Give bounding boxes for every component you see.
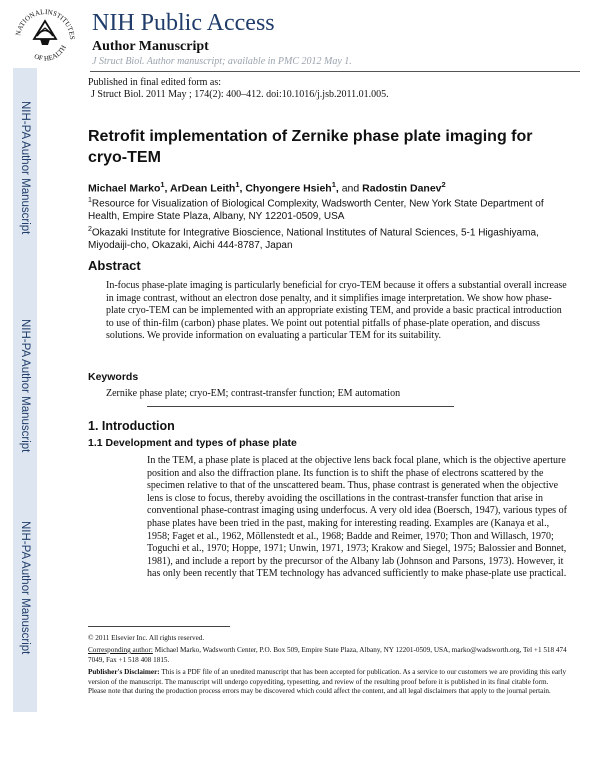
affiliation-text: Resource for Visualization of Biological Complexity, Wadsworth Center, New York State Department of Health, Empire State Plaza, Albany, NY 12201-0509, USA bbox=[88, 198, 544, 222]
disclaimer-label: Publisher's Disclaimer: bbox=[88, 668, 160, 676]
corresponding-author-label: Corresponding author: bbox=[88, 646, 153, 654]
publisher-disclaimer bbox=[88, 668, 568, 697]
footnote-divider bbox=[88, 626, 230, 627]
seal-text-institutes: INSTITUTES bbox=[44, 7, 77, 40]
affiliation-text: Okazaki Institute for Integrative Bioscience, National Institutes of Natural Sciences, 5-1 Higashiyama, Miyodaiji-cho, Okazaki, Aichi 444-8787, Japan bbox=[88, 227, 539, 251]
journal-availability-line: J Struct Biol. Author manuscript; available in PMC 2012 May 1. bbox=[92, 56, 352, 67]
abstract-heading: Abstract bbox=[88, 258, 141, 273]
subsection-heading: 1.1 Development and types of phase plate bbox=[88, 437, 297, 449]
nih-pa-sidebar bbox=[13, 68, 37, 712]
introduction-paragraph: In the TEM, a phase plate is placed at the objective lens back focal plane, which is the objective aperture position and also the diffraction plane. Its function is to shift the phase of electrons scattered by the specimen relative to that of the unscattered beam. Thus, phase contrast is generated when the objective lens is close to focus, thereby avoiding the oscillations in the contrast-transfer function that arise in conventional phase-contrast imaging using underfocus. A very old idea (Boersch, 1947), various types of phase plates have been tried in the past, making for interesting reading. Examples are (Kanaya et al., 1958; Faget et al., 1962, Möllenstedt et al., 1968; Badde and Reimer, 1970; Thon and Willasch, 1970; Toguchi et al., 1970; Hoppe, 1971; Unwin, 1971, 1973; Krakow and Siegel, 1975; Balossier and Bonnet, 1981), and include a report by the precursor of the Albany lab (Johnson and Parsons, 1973). However, it has only been recently that TEM technology has advanced sufficiently to make phase-plate use practical. bbox=[147, 455, 567, 580]
author-name: ArDean Leith bbox=[169, 182, 236, 195]
svg-text:OF HEALTH bbox=[33, 44, 68, 63]
copyright-notice: © 2011 Elsevier Inc. All rights reserved. bbox=[88, 634, 205, 642]
section-divider bbox=[147, 406, 454, 407]
author-list: Michael Marko$^1$, ArDean Leith$^1$, Chyongere Hsieh$^1$, and Radostin Danev$^2$ bbox=[88, 180, 446, 195]
nih-seal-logo bbox=[10, 5, 80, 65]
eagle-emblem-icon bbox=[34, 21, 56, 45]
affiliation-2 bbox=[88, 224, 558, 252]
seal-text-national: NATIONAL bbox=[14, 7, 45, 37]
corresponding-author-text: Michael Marko, Wadsworth Center, P.O. Box 509, Empire State Plaza, Albany, NY 12201-0509, USA, marko@wadsworth.org, Tel +1 518 474 7049, Fax +1 518 408 1815. bbox=[88, 646, 567, 664]
sidebar-label-2: NIH-PA Author Manuscript bbox=[19, 319, 31, 453]
header-divider bbox=[90, 71, 580, 72]
author-and: and bbox=[341, 182, 360, 195]
affiliation-sup: 1 bbox=[88, 197, 92, 204]
sidebar-label-1: NIH-PA Author Manuscript bbox=[19, 101, 31, 235]
author-name: Michael Marko bbox=[88, 182, 161, 195]
published-in-label: Published in final edited form as: bbox=[88, 77, 222, 88]
abstract-text: In-focus phase-plate imaging is particularly beneficial for cryo-TEM because it offers a substantial overall increase in image contrast, without an electron dose penalty, and it simplifies image interpretation. We show how phase-plate cryo-TEM can be implemented with an appropriate existing TEM, and provide a basic practical introduction to use of thin-film (carbon) phase plates. We point out potential pitfalls of phase-plate operation, and discuss solutions. We provide information on evaluating a particular TEM for its suitability. bbox=[106, 280, 567, 342]
affiliation-sup: 2 bbox=[88, 226, 92, 233]
author-affil-sup: 2 bbox=[441, 180, 446, 189]
keywords-text: Zernike phase plate; cryo-EM; contrast-transfer function; EM automation bbox=[106, 388, 401, 399]
article-title: Retrofit implementation of Zernike phase plate imaging for cryo-TEM bbox=[88, 128, 533, 166]
nih-public-access-title: NIH Public Access bbox=[92, 10, 275, 36]
keywords-heading: Keywords bbox=[88, 371, 139, 383]
author-affil-sup: 1 bbox=[160, 180, 165, 189]
citation-line: J Struct Biol. 2011 May ; 174(2): 400–412. doi:10.1016/j.jsb.2011.01.005. bbox=[91, 89, 389, 100]
author-affil-sup: 1 bbox=[331, 180, 336, 189]
seal-text-health: OF HEALTH bbox=[33, 43, 68, 63]
author-manuscript-subtitle: Author Manuscript bbox=[92, 39, 209, 54]
section-heading-introduction: 1. Introduction bbox=[88, 419, 175, 433]
disclaimer-text: This is a PDF file of an unedited manuscript that has been accepted for publication. As a service to our customers we are providing this early version of the manuscript. The manuscript will undergo copyediting, typesetting, and review of the resulting proof before it is published in its final citable form. Please note that during the production process errors may be discovered which could affect the content, and all legal disclaimers that apply to the journal pertain. bbox=[88, 668, 567, 696]
author-name: Chyongere Hsieh bbox=[245, 182, 332, 195]
author-affil-sup: 1 bbox=[235, 180, 240, 189]
affiliation-1 bbox=[88, 195, 558, 223]
corresponding-author-note bbox=[88, 646, 568, 665]
sidebar-label-3: NIH-PA Author Manuscript bbox=[19, 521, 31, 655]
author-name: Radostin Danev bbox=[362, 182, 442, 195]
